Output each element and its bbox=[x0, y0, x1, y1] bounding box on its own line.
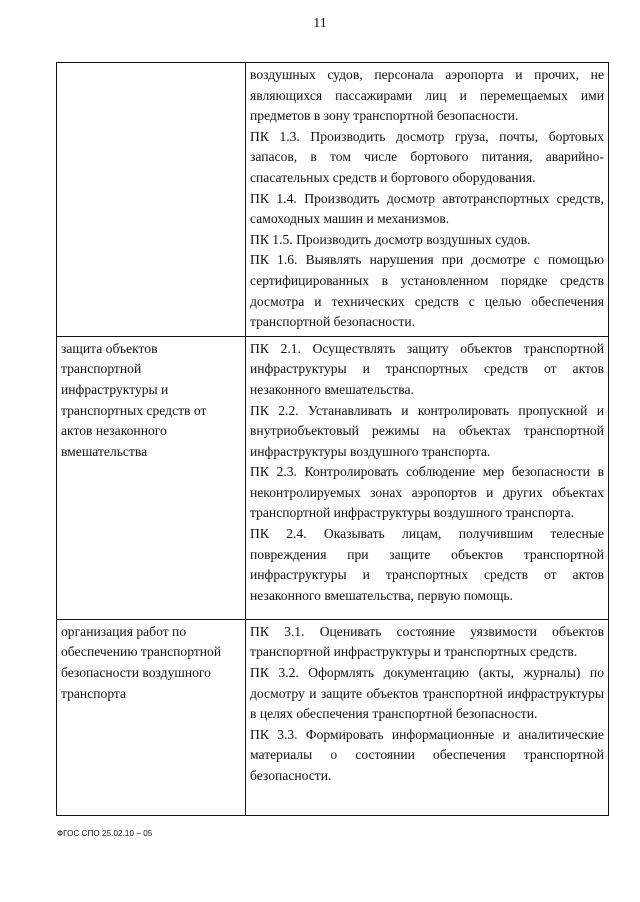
competency-text: воздушных судов, персонала аэропорта и прочих, не являющихся пассажирами лиц и перемещаемых ими предметов в зону транспортной безопасности. bbox=[250, 67, 604, 124]
competencies-cell bbox=[246, 63, 609, 337]
competency-text: ПК 3.3. Формировать информационные и аналитические материалы о состоянии обеспечения транспортной безопасности. bbox=[250, 726, 604, 783]
competency-text: ПК 2.4. Оказывать лицам, получившим телесные повреждения при защите объектов транспортной инфраструктуры и транспортных средств от актов незаконного вмешательства, первую помощь. bbox=[250, 526, 604, 603]
table-row bbox=[57, 63, 609, 337]
competency-text: ПК 1.4. Производить досмотр автотранспортных средств, самоходных машин и механизмов. bbox=[250, 190, 604, 227]
competency-text: ПК 1.6. Выявлять нарушения при досмотре с помощью сертифицированных в установленном порядке средств досмотра и технических средств с целью обеспечения транспортной безопасности. bbox=[250, 252, 604, 330]
activity-cell bbox=[57, 63, 246, 337]
competencies-cell bbox=[246, 336, 609, 619]
competency-table bbox=[56, 62, 609, 816]
competency-text: ПК 3.2. Оформлять документацию (акты, журналы) по досмотру и защите объектов транспортной инфраструктуры в целях обеспечения транспортной безопасности. bbox=[250, 664, 604, 722]
competency-text: ПК 2.2. Устанавливать и контролировать пропускной и внутриобъектовый режимы на объектах транспортной инфраструктуры воздушного транспорта. bbox=[250, 402, 604, 459]
table-row bbox=[57, 336, 609, 619]
activity-cell: организация работ по обеспечению транспортной безопасности воздушного транспорта bbox=[57, 619, 246, 815]
competency-text: ПК 2.3. Контролировать соблюдение мер безопасности в неконтролируемых зонах аэропортов и других объектах транспортной инфраструктуры воздушного транспорта. bbox=[250, 464, 604, 521]
competency-text: ПК 3.1. Оценивать состояние уязвимости объектов транспортной инфраструктуры и транспортных средств. bbox=[250, 623, 604, 660]
competencies-cell bbox=[246, 619, 609, 815]
activity-cell: защита объектов транспортной инфраструктуры и транспортных средств от актов незаконного вмешательства bbox=[57, 336, 246, 619]
competency-text: ПК 1.3. Производить досмотр груза, почты, бортовых запасов, в том числе бортового питания, аварийно-спасательных средств и бортового оборудования. bbox=[250, 128, 604, 185]
document-footer: ФГОС СПО 25.02.10 – 05 bbox=[57, 829, 153, 838]
competency-text: ПК 1.5. Производить досмотр воздушных судов. bbox=[250, 231, 531, 247]
table-row bbox=[57, 619, 609, 815]
competency-text: ПК 2.1. Осуществлять защиту объектов транспортной инфраструктуры и транспортных средств от актов незаконного вмешательства. bbox=[250, 340, 604, 397]
page-number: 11 bbox=[313, 16, 327, 31]
